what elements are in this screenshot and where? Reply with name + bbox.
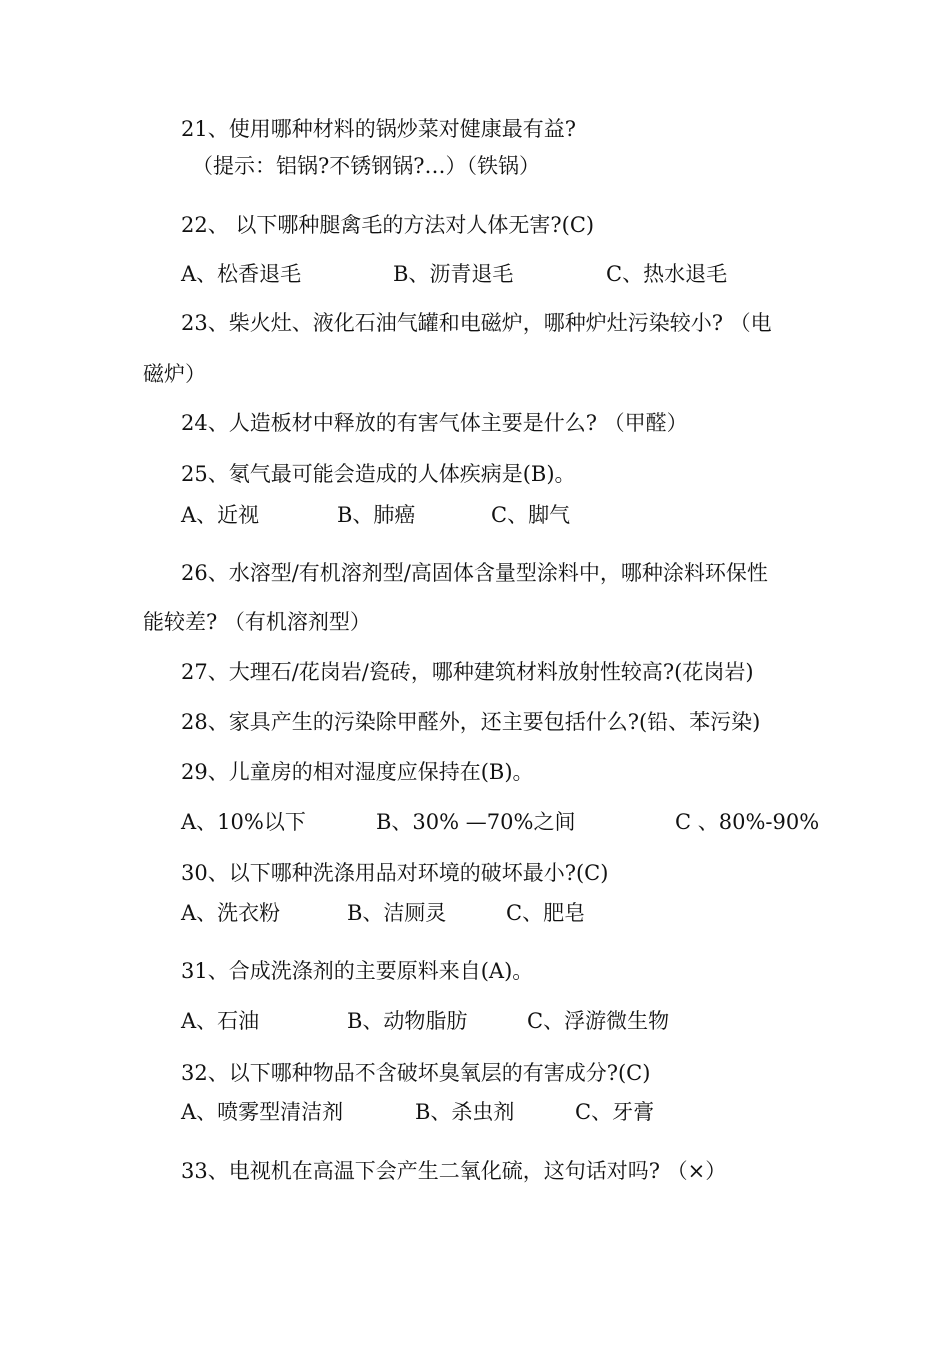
question-29-option-b: B、30% —70%之间: [376, 810, 576, 834]
question-22: 22、 以下哪种腿禽毛的方法对人体无害?(C): [181, 213, 595, 237]
question-28: 28、家具产生的污染除甲醛外，还主要包括什么?(铅、苯污染): [181, 710, 761, 734]
question-22-option-b: B、沥青退毛: [393, 262, 514, 286]
question-32-option-c: C、牙膏: [575, 1100, 655, 1124]
question-32: 32、以下哪种物品不含破坏臭氧层的有害成分?(C): [181, 1061, 651, 1085]
question-24: 24、人造板材中释放的有害气体主要是什么? （甲醛）: [181, 411, 688, 435]
question-30-option-b: B、洁厕灵: [347, 901, 447, 925]
question-22-option-a: A、松香退毛: [181, 262, 302, 286]
question-29-option-c: C 、80%-90%: [675, 810, 820, 834]
question-29-option-a: A、10%以下: [181, 810, 306, 834]
question-25-option-a: A、近视: [181, 503, 260, 527]
question-29: 29、儿童房的相对湿度应保持在(B)。: [181, 760, 534, 784]
question-25-option-b: B、肺癌: [337, 503, 416, 527]
question-21: 21、使用哪种材料的锅炒菜对健康最有益?: [181, 117, 576, 141]
question-22-option-c: C、热水退毛: [606, 262, 728, 286]
question-30-option-a: A、洗衣粉: [181, 901, 281, 925]
question-25-option-c: C、脚气: [491, 503, 571, 527]
question-21-hint: （提示：铝锅?不锈钢锅?…）（铁锅）: [192, 154, 541, 178]
question-31-option-b: B、动物脂肪: [347, 1009, 468, 1033]
question-27: 27、大理石/花岗岩/瓷砖，哪种建筑材料放射性较高?(花岗岩): [181, 660, 754, 684]
question-30: 30、以下哪种洗涤用品对环境的破坏最小?(C): [181, 861, 609, 885]
question-31-option-a: A、石油: [181, 1009, 260, 1033]
question-31-option-c: C、浮游微生物: [527, 1009, 670, 1033]
question-23-line-1: 23、柴火灶、液化石油气罐和电磁炉，哪种炉灶污染较小? （电: [181, 311, 772, 335]
question-26-line-1: 26、水溶型/有机溶剂型/高固体含量型涂料中，哪种涂料环保性: [181, 561, 768, 585]
question-33: 33、电视机在高温下会产生二氧化硫，这句话对吗? （×）: [181, 1159, 727, 1183]
question-25: 25、氡气最可能会造成的人体疾病是(B)。: [181, 462, 576, 486]
question-23-line-2: 磁炉）: [143, 362, 206, 386]
question-26-line-2: 能较差? （有机溶剂型）: [143, 610, 371, 634]
question-30-option-c: C、肥皂: [506, 901, 586, 925]
question-31: 31、合成洗涤剂的主要原料来自(A)。: [181, 959, 534, 983]
question-32-option-a: A、喷雾型清洁剂: [181, 1100, 344, 1124]
question-32-option-b: B、杀虫剂: [415, 1100, 515, 1124]
